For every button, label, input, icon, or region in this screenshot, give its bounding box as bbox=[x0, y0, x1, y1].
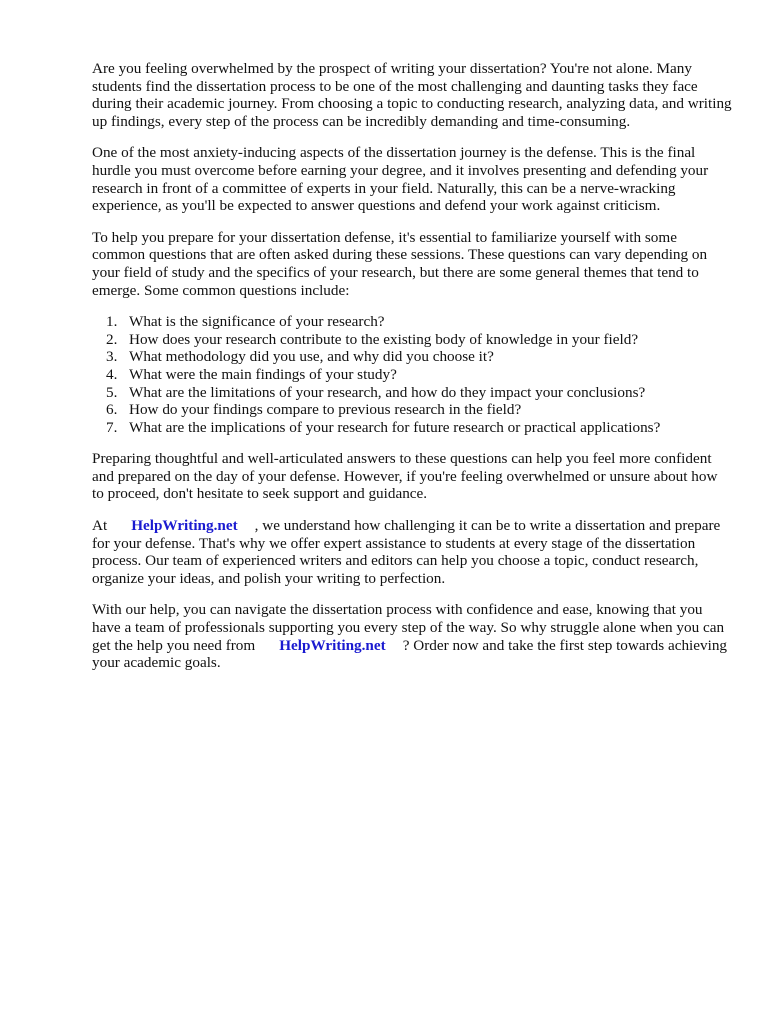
list-number: 7. bbox=[106, 418, 118, 436]
list-number: 2. bbox=[106, 330, 118, 348]
helpwriting-link[interactable]: HelpWriting.net bbox=[131, 517, 238, 535]
list-item-text: What are the limitations of your research, and how do they impact your conclusions? bbox=[129, 383, 646, 401]
list-number: 6. bbox=[106, 401, 118, 419]
list-number: 1. bbox=[106, 313, 118, 331]
list-item bbox=[92, 331, 732, 349]
list-item-text: How does your research contribute to the existing body of knowledge in your field? bbox=[129, 330, 639, 348]
closing-paragraph bbox=[92, 601, 732, 671]
list-item-text: How do your findings compare to previous research in the field? bbox=[129, 401, 522, 419]
list-item bbox=[92, 384, 732, 402]
list-item bbox=[92, 348, 732, 366]
document-body bbox=[92, 60, 732, 686]
list-item-text: What is the significance of your research? bbox=[129, 313, 385, 331]
service-paragraph bbox=[92, 517, 732, 587]
closing-paragraph-rest: ? Order now and take the first step towards achieving your academic goals. bbox=[92, 636, 728, 672]
questions-list bbox=[92, 313, 732, 436]
questions-intro-paragraph: To help you prepare for your dissertation defense, it's essential to familiarize yourself with some common questions that are often asked during these sessions. These questions can vary depending on your field of study and the specifics of your research, but there are some general themes that tend to emerge. Some common questions include: bbox=[92, 228, 708, 299]
list-item bbox=[92, 401, 732, 419]
list-item-text: What were the main findings of your study? bbox=[129, 365, 397, 383]
defense-paragraph: One of the most anxiety-inducing aspects of the dissertation journey is the defense. This is the final hurdle you must overcome before earning your degree, and it involves presenting and defending your research in front of a committee of experts in your field. Naturally, this can be a nerve-wracking experience, as you'll be expected to answer questions and defend your work against criticism. bbox=[92, 144, 709, 215]
list-number: 3. bbox=[106, 348, 118, 366]
preparing-paragraph: Preparing thoughtful and well-articulated answers to these questions can help you feel more confident and prepared on the day of your defense. However, if you're feeling overwhelmed or unsure about how to proceed, don't hesitate to seek support and guidance. bbox=[92, 450, 718, 503]
list-number: 4. bbox=[106, 365, 118, 383]
list-item bbox=[92, 366, 732, 384]
list-item-text: What are the implications of your research for future research or practical applications? bbox=[129, 418, 661, 436]
closing-paragraph-lead: With our help, you can navigate the dissertation process with confidence and ease, knowing that you have a team of professionals supporting you every step of the way. So why struggle alone when you can get the help you need from bbox=[92, 601, 725, 654]
list-number: 5. bbox=[106, 383, 118, 401]
helpwriting-link[interactable]: HelpWriting.net bbox=[279, 636, 386, 654]
intro-paragraph: Are you feeling overwhelmed by the prospect of writing your dissertation? You're not alone. Many students find the dissertation process to be one of the most challenging and daunting tasks they face during their academic journey. From choosing a topic to conducting research, analyzing data, and writing up findings, every step of the process can be incredibly demanding and time-consuming. bbox=[92, 60, 732, 130]
list-item bbox=[92, 313, 732, 331]
list-item-text: What methodology did you use, and why did you choose it? bbox=[129, 348, 494, 366]
service-paragraph-lead: At bbox=[92, 517, 108, 535]
list-item bbox=[92, 419, 732, 437]
service-paragraph-rest: , we understand how challenging it can be to write a dissertation and prepare for your defense. That's why we offer expert assistance to students at every stage of the dissertation process. Our team of experienced writers and editors can help you choose a topic, conduct research, organize your ideas, and polish your writing to perfection. bbox=[92, 517, 721, 587]
